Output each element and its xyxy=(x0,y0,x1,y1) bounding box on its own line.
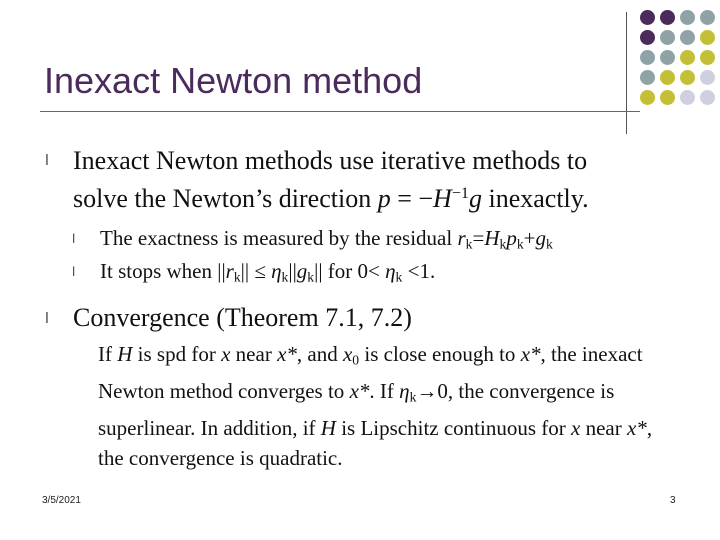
dot xyxy=(680,50,695,65)
dot xyxy=(660,70,675,85)
math-H: H xyxy=(433,183,452,213)
math-sub: k xyxy=(546,236,553,252)
text: || for 0< xyxy=(314,259,386,283)
math-H: H xyxy=(320,415,336,440)
math-p: p xyxy=(506,226,517,250)
math-sub: k xyxy=(281,269,289,285)
dot xyxy=(680,90,695,105)
math-eq: = xyxy=(472,226,485,250)
math-r: r xyxy=(225,259,234,283)
footer-date: 3/5/2021 xyxy=(42,495,81,506)
math-sub: k xyxy=(516,236,524,252)
text: If xyxy=(98,342,118,366)
math-sub: 0 xyxy=(352,352,360,368)
dot xyxy=(680,10,695,25)
math-sub: k xyxy=(395,269,403,285)
text: , the inexact Newton method converges to xyxy=(98,342,643,403)
dot xyxy=(660,90,675,105)
math-xstar: x* xyxy=(277,342,297,366)
dot xyxy=(700,10,715,25)
sub-bullet-residual xyxy=(100,226,553,252)
text: The exactness is measured by the residual xyxy=(100,226,458,250)
math-H: H xyxy=(117,342,133,366)
text: , the convergence is quadratic. xyxy=(98,415,653,471)
math-g: g xyxy=(535,226,546,250)
text: near xyxy=(230,342,278,366)
dot xyxy=(640,70,655,85)
sub-bullet-marker: l xyxy=(72,265,76,279)
math-exp: −1 xyxy=(451,185,469,202)
title-underline xyxy=(40,111,640,112)
dot xyxy=(700,30,715,45)
math-g: g xyxy=(468,183,482,213)
dot xyxy=(640,30,655,45)
dot xyxy=(700,90,715,105)
dot xyxy=(660,10,675,25)
text: , the convergence is superlinear. In addition, if xyxy=(98,378,615,440)
math-eta: η xyxy=(399,378,410,403)
math-r: r xyxy=(457,226,466,250)
math-sub: k xyxy=(409,389,417,405)
decorative-dot-grid xyxy=(640,10,720,120)
math-xstar: x* xyxy=(520,342,541,366)
math-arrow: →0 xyxy=(416,378,448,403)
dot xyxy=(700,50,715,65)
math-x: x xyxy=(221,342,231,366)
math-H: H xyxy=(484,226,500,250)
math-sub: k xyxy=(307,269,315,285)
math-eq: = − xyxy=(390,183,434,213)
convergence-paragraph xyxy=(98,339,668,474)
text: <1. xyxy=(402,259,436,283)
dot xyxy=(680,30,695,45)
math-sub: k xyxy=(233,269,241,285)
text: It stops when || xyxy=(100,259,226,283)
text: . If xyxy=(369,378,400,403)
text: || xyxy=(288,259,297,283)
math-g: g xyxy=(296,259,308,283)
sub-bullet-marker: l xyxy=(72,232,76,246)
bullet-marker: l xyxy=(45,153,49,169)
bullet-marker: l xyxy=(45,311,49,327)
math-xstar: x* xyxy=(349,378,370,403)
dot xyxy=(660,50,675,65)
math-sub: k xyxy=(465,236,473,252)
math-eta: η xyxy=(271,259,282,283)
math-eta: η xyxy=(385,259,396,283)
bullet-text-end: inexactly. xyxy=(481,183,589,213)
text: is close enough to xyxy=(359,342,521,366)
bullet-convergence: Convergence (Theorem 7.1, 7.2) xyxy=(73,303,412,332)
dot xyxy=(640,50,655,65)
math-x: x xyxy=(342,342,353,366)
dot xyxy=(640,10,655,25)
text: || ≤ xyxy=(240,259,272,283)
slide-title: Inexact Newton method xyxy=(44,60,423,101)
bullet-text: Inexact Newton methods use iterative methods to solve the Newton’s direction xyxy=(73,146,588,213)
dot xyxy=(700,70,715,85)
math-x: x xyxy=(571,415,581,440)
sub-bullet-stopping xyxy=(100,259,435,285)
dot xyxy=(640,90,655,105)
math-plus: + xyxy=(523,226,536,250)
decorative-divider-line xyxy=(626,12,627,134)
page-number: 3 xyxy=(670,495,676,506)
text: , and xyxy=(296,342,343,366)
math-xstar: x* xyxy=(626,415,647,440)
text: is Lipschitz continuous for xyxy=(335,415,572,440)
text: is spd for xyxy=(132,342,222,366)
bullet-inexact-newton xyxy=(73,144,633,215)
dot xyxy=(680,70,695,85)
math-sub: k xyxy=(499,236,507,252)
dot xyxy=(660,30,675,45)
math-p: p xyxy=(377,183,391,213)
text: near xyxy=(580,415,627,440)
